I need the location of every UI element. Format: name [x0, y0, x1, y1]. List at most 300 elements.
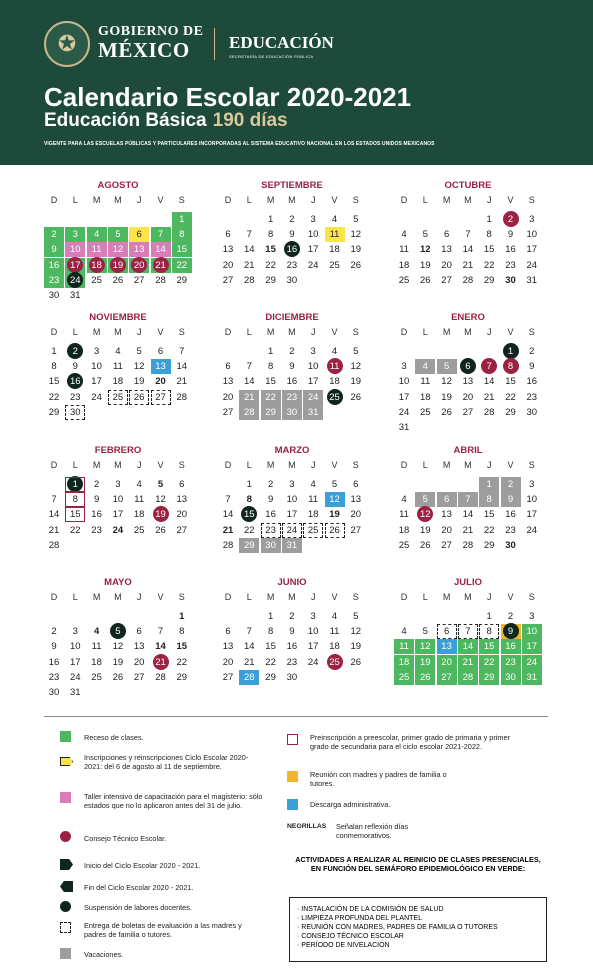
legend-negrillas-label: NEGRILLAS: [287, 823, 327, 830]
calendar-day: 10: [307, 361, 319, 373]
calendar-day: 30: [65, 405, 85, 420]
weekday-header: S: [352, 592, 359, 602]
calendar-day: 18: [394, 655, 414, 670]
weekday-header: V: [157, 195, 164, 205]
calendar-day: 2: [51, 626, 57, 638]
calendar-day: 31: [398, 422, 410, 433]
calendar-day: 17: [91, 376, 102, 388]
orange-swatch-icon: [287, 771, 298, 782]
weekday-header: V: [157, 592, 164, 602]
calendar-day: 22: [265, 656, 276, 668]
calendar-day: 13: [222, 244, 234, 256]
calendar-day: 22: [483, 524, 495, 536]
calendar-day: 10: [307, 229, 319, 241]
calendar-day: 7: [157, 626, 164, 638]
calendar-day: 22: [48, 391, 60, 403]
weekday-header: M: [464, 195, 472, 205]
weekday-header: D: [50, 195, 58, 205]
calendar-day: 9: [51, 641, 57, 653]
calendar-day: 31: [303, 405, 323, 420]
weekday-header: J: [486, 327, 492, 337]
calendar-day: 24: [307, 259, 319, 271]
calendar-day: 6: [225, 361, 231, 373]
weekday-header: D: [224, 460, 232, 470]
weekday-header: S: [178, 592, 185, 602]
calendar-day: 20: [129, 258, 149, 273]
weekday-header: L: [246, 592, 252, 602]
calendar-day: 15: [65, 507, 85, 522]
calendar-day: 4: [331, 611, 338, 622]
calendar-day: 3: [310, 346, 316, 357]
weekday-header: L: [422, 195, 428, 205]
month-name: ABRIL: [453, 445, 483, 456]
legend-reunion: Reunión con madres y padres de familia o tutores.: [310, 770, 447, 788]
calendar-day: 10: [286, 494, 298, 506]
calendar-day: 23: [501, 655, 521, 670]
calendar-day: 4: [310, 479, 316, 490]
calendar-day: 23: [44, 273, 64, 288]
calendar-day: 23: [286, 656, 298, 668]
calendar-day: 4: [331, 346, 338, 357]
calendar-day: 16: [286, 376, 298, 388]
calendar-day: 25: [133, 524, 145, 536]
calendar-day: 11: [399, 244, 409, 256]
calendar-day: 7: [458, 492, 478, 507]
month-name: AGOSTO: [97, 180, 139, 191]
calendar-day: 20: [222, 391, 234, 403]
validity-note: VIGENTE PARA LAS ESCUELAS PÚBLICAS Y PARTICULARES INCORPORADAS AL SISTEMA EDUCATIVO NACIONAL EN LOS ESTADOS UNIDOS MEXICANOS: [44, 141, 435, 147]
calendar-day: 30: [501, 670, 521, 685]
calendar-day: 8: [479, 624, 499, 639]
calendar-day: 3: [310, 214, 316, 225]
calendar-day: 11: [112, 361, 123, 373]
calendar-day: 24: [526, 259, 538, 271]
calendar-day: 6: [353, 479, 359, 490]
calendar-day: 16: [505, 244, 516, 256]
weekday-header: D: [224, 592, 232, 602]
blue-swatch-icon: [287, 799, 298, 810]
weekday-header: J: [136, 592, 142, 602]
calendar-day: 27: [437, 670, 457, 685]
weekday-header: D: [224, 195, 232, 205]
weekday-header: L: [72, 195, 78, 205]
calendar-day: 16: [48, 656, 60, 668]
calendar-day: 23: [526, 391, 538, 403]
calendar-day: 27: [350, 524, 362, 536]
legend-receso: Receso de clases.: [84, 733, 144, 742]
calendar-day: 15: [265, 641, 276, 653]
calendar-day: 15: [505, 376, 516, 388]
calendar-day: 20: [462, 391, 474, 403]
calendar-day: 18: [91, 656, 102, 668]
calendar-day: 26: [112, 671, 124, 683]
calendar-day: 3: [529, 479, 535, 490]
calendar-day: 1: [486, 611, 492, 622]
calendar-day: 29: [48, 406, 60, 418]
calendar-day: 4: [93, 626, 100, 638]
calendar-day: 26: [350, 656, 362, 668]
calendar-day: 26: [112, 274, 124, 286]
weekday-header: M: [114, 592, 122, 602]
calendar-day: 15: [479, 639, 499, 654]
calendar-day: 27: [441, 274, 452, 286]
calendar-day: 24: [307, 656, 319, 668]
weekday-header: V: [507, 592, 514, 602]
calendar-day: 15: [48, 376, 60, 388]
calendar-day: 12: [155, 494, 166, 506]
calendar-day: 23: [261, 523, 281, 538]
calendar-day: 25: [91, 274, 102, 286]
weekday-header: J: [486, 460, 492, 470]
calendar-day: 28: [239, 670, 259, 685]
calendar-day: 14: [462, 244, 474, 256]
calendar-day: 26: [420, 539, 431, 551]
calendar-day: 5: [437, 359, 457, 374]
weekday-header: M: [92, 195, 101, 205]
calendar-day: 29: [176, 671, 188, 683]
calendar-day: 25: [329, 259, 340, 271]
calendar-day: 3: [310, 611, 316, 622]
weekday-header: V: [507, 327, 514, 337]
weekday-header: L: [246, 195, 252, 205]
calendar-day: 18: [398, 524, 410, 536]
calendar-day: 7: [51, 494, 57, 506]
calendar-day: 1: [486, 214, 492, 225]
weekday-header: M: [288, 592, 296, 602]
calendar-day: 14: [155, 641, 166, 653]
calendar-day: 29: [239, 538, 259, 553]
calendar-day: 5: [136, 346, 142, 357]
calendar-day: 26: [350, 391, 362, 403]
calendar-day: 12: [112, 641, 124, 653]
calendar-day: 1: [267, 214, 274, 225]
calendar-day: 1: [246, 479, 252, 490]
calendar-day: 15: [483, 509, 495, 521]
calendar-day: 29: [265, 671, 276, 683]
calendar-day: 7: [246, 229, 252, 241]
calendar-day: 7: [179, 346, 185, 357]
gobierno-line2: MÉXICO: [98, 38, 190, 62]
subtitle-text: Educación Básica: [44, 110, 207, 131]
calendar-day: 11: [399, 509, 409, 521]
calendar-day: 8: [486, 229, 492, 241]
weekday-header: M: [114, 460, 122, 470]
weekday-header: M: [442, 195, 451, 205]
weekday-header: S: [178, 327, 185, 337]
weekday-header: L: [72, 460, 78, 470]
calendar-day: 28: [222, 539, 234, 551]
calendar-day: 16: [44, 258, 64, 273]
calendar-day: 6: [437, 492, 457, 507]
calendar-day: 17: [526, 244, 538, 256]
calendar-day: 7: [246, 626, 252, 638]
calendar-day: 24: [112, 524, 124, 536]
weekday-header: S: [528, 460, 535, 470]
calendar-day: 28: [462, 539, 474, 551]
weekday-header: J: [486, 592, 492, 602]
weekday-header: J: [310, 195, 316, 205]
calendar-day: 10: [70, 641, 81, 653]
calendar-day: 11: [394, 639, 414, 654]
weekday-header: V: [507, 195, 514, 205]
calendar-day: 1: [501, 344, 521, 359]
calendar-day: 17: [65, 258, 85, 273]
calendar-day: 11: [91, 641, 102, 653]
calendar-day: 5: [422, 626, 428, 638]
calendar-day: 13: [441, 244, 452, 256]
calendar-day: 25: [420, 406, 431, 418]
calendar-day: 22: [483, 259, 495, 271]
calendar-day: 19: [112, 656, 124, 668]
calendar-day: 5: [108, 227, 128, 242]
calendar-day: 23: [286, 259, 298, 271]
calendar-day: 20: [441, 524, 452, 536]
calendar-day: 1: [179, 611, 185, 622]
calendar-day: 5: [331, 479, 338, 490]
calendar-day: 22: [505, 391, 516, 403]
calendar-day: 31: [70, 290, 81, 301]
calendar-day: 19: [420, 524, 431, 536]
calendar-day: 10: [307, 626, 319, 638]
calendar-day: 3: [529, 611, 535, 622]
activities-title: ACTIVIDADES A REALIZAR AL REINICIO DE CLASES PRESENCIALES, EN FUNCIÓN DEL SEMÁFORO EPIDEMIOLÓGICO EN VERDE:: [295, 855, 541, 873]
calendar-day: 6: [225, 229, 231, 241]
weekday-header: J: [136, 460, 142, 470]
calendar-day: 24: [91, 391, 102, 403]
calendar-day: 15: [265, 244, 276, 256]
weekday-header: M: [442, 592, 451, 602]
calendar-day: 22: [172, 258, 192, 273]
calendar-day: 27: [133, 274, 145, 286]
calendar-day: 16: [286, 641, 298, 653]
calendar-day: 14: [483, 376, 495, 388]
weekday-header: L: [246, 460, 252, 470]
calendar-day: 13: [350, 494, 362, 506]
calendar-day: 24: [526, 524, 538, 536]
weekday-header: D: [400, 327, 408, 337]
calendar-day: 7: [465, 229, 471, 241]
calendar-day: 27: [222, 671, 234, 683]
calendar-day: 21: [244, 656, 255, 668]
calendar-day: 11: [325, 359, 345, 374]
calendar-day: 3: [93, 346, 100, 357]
calendar-day: 4: [136, 479, 142, 490]
calendar-day: 10: [65, 242, 85, 257]
calendar-day: 20: [133, 656, 145, 668]
calendar-day: 25: [325, 655, 345, 670]
weekday-header: S: [528, 195, 535, 205]
calendar-day: 6: [129, 227, 149, 242]
calendar-day: 29: [261, 405, 281, 420]
calendar-day: 3: [401, 361, 407, 373]
calendar-day: 26: [420, 274, 431, 286]
weekday-header: M: [114, 327, 122, 337]
calendar-day: 18: [112, 376, 124, 388]
calendar-day: 15: [239, 507, 259, 522]
calendar-day: 4: [401, 626, 407, 638]
calendar-day: 19: [350, 641, 362, 653]
weekday-header: M: [288, 327, 296, 337]
calendar-day: 13: [462, 376, 474, 388]
maroon-box-icon: [287, 734, 298, 745]
calendar-day: 5: [353, 346, 359, 357]
calendar-day: 17: [112, 509, 124, 521]
calendar-day: 6: [443, 229, 450, 241]
calendar-day: 2: [289, 611, 295, 622]
weekday-header: D: [400, 592, 408, 602]
calendar-day: 13: [441, 509, 452, 521]
legend-inscripciones: Inscripciones y reinscripciones Ciclo Escolar 2020-2021: del 6 de agosto al 11 de septiembre.: [84, 753, 249, 771]
legend-suspension: Suspensión de labores docentes.: [84, 903, 192, 912]
weekday-header: M: [266, 327, 275, 337]
calendar-day: 27: [441, 539, 452, 551]
calendar-day: 7: [458, 624, 478, 639]
calendar-day: 28: [483, 406, 495, 418]
calendar-day: 26: [129, 390, 149, 405]
gobierno-line1: GOBIERNO DE: [98, 24, 204, 39]
calendar-day: 28: [155, 671, 166, 683]
calendar-day: 3: [72, 626, 78, 638]
calendar-day: 30: [261, 538, 281, 553]
calendar-day: 20: [155, 376, 166, 388]
calendar-day: 21: [458, 655, 478, 670]
month-name: DICIEMBRE: [265, 312, 319, 323]
calendar-day: 30: [282, 405, 302, 420]
calendar-day: 8: [267, 229, 274, 241]
calendar-day: 17: [398, 391, 410, 403]
calendar-day: 4: [87, 227, 107, 242]
calendar-day: 20: [437, 655, 457, 670]
weekday-header: D: [50, 460, 58, 470]
calendar-day: 21: [244, 259, 255, 271]
calendar-day: 9: [501, 624, 521, 639]
calendar-day: 18: [87, 258, 107, 273]
calendar-day: 9: [289, 229, 295, 241]
calendar-day: 29: [479, 670, 499, 685]
calendar-day: 29: [265, 274, 276, 286]
calendar-day: 11: [329, 626, 340, 638]
calendar-day: 28: [48, 539, 60, 551]
calendar-day: 2: [507, 611, 514, 622]
weekday-header: J: [310, 460, 316, 470]
month-name: FEBRERO: [94, 445, 142, 456]
calendar-day: 21: [48, 524, 60, 536]
weekday-header: D: [400, 195, 408, 205]
calendar-day: 11: [134, 494, 145, 506]
calendar-day: 21: [222, 524, 234, 536]
calendar-day: 25: [325, 390, 345, 405]
calendar-day: 13: [176, 494, 188, 506]
calendar-day: 26: [325, 523, 345, 538]
calendar-day: 14: [222, 509, 234, 521]
calendar-day: 5: [157, 479, 164, 490]
calendar-day: 15: [265, 376, 276, 388]
weekday-header: V: [507, 460, 514, 470]
calendar-day: 25: [398, 539, 410, 551]
calendar-day: 8: [501, 359, 521, 374]
calendar-day: 18: [398, 259, 410, 271]
calendar-day: 9: [72, 361, 78, 373]
calendar-day: 14: [244, 376, 255, 388]
calendar-day: 23: [48, 671, 60, 683]
calendar-day: 17: [522, 639, 542, 654]
calendar-day: 18: [329, 641, 340, 653]
calendar-day: 30: [505, 539, 516, 551]
weekday-header: M: [266, 195, 275, 205]
calendar-day: 1: [65, 477, 85, 492]
weekday-header: M: [442, 460, 451, 470]
calendar-day: 23: [282, 390, 302, 405]
weekday-header: L: [422, 460, 428, 470]
calendar-day: 22: [265, 259, 276, 271]
calendar-day: 27: [176, 524, 188, 536]
weekday-header: S: [178, 195, 185, 205]
calendar-day: 18: [307, 509, 319, 521]
weekday-header: J: [310, 592, 316, 602]
calendar-day: 20: [441, 259, 452, 271]
calendar-day: 6: [225, 626, 231, 638]
weekday-header: S: [178, 460, 185, 470]
weekday-header: J: [136, 195, 142, 205]
calendar-day: 25: [91, 671, 102, 683]
calendar-day: 19: [151, 507, 171, 522]
calendar-day: 18: [420, 391, 431, 403]
calendar-day: 29: [483, 539, 495, 551]
calendar-day: 23: [91, 524, 102, 536]
calendar-day: 3: [289, 479, 295, 490]
calendar-day: 11: [420, 376, 431, 388]
calendar-day: 8: [51, 361, 57, 373]
weekday-header: S: [528, 327, 535, 337]
calendar-day: 12: [350, 229, 362, 241]
weekday-header: M: [92, 592, 101, 602]
calendar-day: 23: [505, 259, 516, 271]
calendar-day: 22: [244, 524, 255, 536]
calendar-day: 14: [151, 242, 171, 257]
calendar-day: 12: [415, 639, 435, 654]
activity-item: · PERÍODO DE NIVELACIÓN: [297, 942, 390, 949]
weekday-header: V: [331, 460, 338, 470]
sep-subtext: SECRETARÍA DE EDUCACIÓN PÚBLICA: [229, 54, 314, 59]
calendar-day: 28: [176, 391, 188, 403]
calendar-day: 5: [353, 214, 359, 225]
calendar-day: 23: [505, 524, 516, 536]
calendar-day: 13: [222, 641, 234, 653]
calendar-day: 28: [462, 274, 474, 286]
calendar-day: 14: [244, 641, 255, 653]
calendar-day: 17: [70, 656, 81, 668]
calendar-day: 25: [394, 670, 414, 685]
calendar-day: 21: [462, 524, 474, 536]
weekday-header: M: [464, 327, 472, 337]
calendar-day: 25: [108, 390, 128, 405]
calendar-day: 12: [441, 376, 452, 388]
calendar-day: 14: [462, 509, 474, 521]
calendar-day: 8: [179, 626, 185, 638]
calendar-day: 12: [420, 244, 431, 256]
legend-negrillas: Señalan reflexión días conmemorativos.: [336, 822, 409, 840]
calendar-day: 9: [93, 494, 100, 506]
month-name: ENERO: [451, 312, 485, 323]
calendar-day: 8: [246, 494, 252, 506]
weekday-header: M: [266, 460, 275, 470]
calendar-day: 2: [44, 227, 64, 242]
calendar-day: 14: [244, 244, 255, 256]
legend-cte: Consejo Técnico Escolar.: [84, 834, 167, 843]
calendar-day: 7: [225, 494, 231, 506]
activity-item: · REUNIÓN CON MADRES, PADRES DE FAMILIA O TUTORES: [297, 924, 498, 931]
calendar-day: 14: [176, 361, 188, 373]
